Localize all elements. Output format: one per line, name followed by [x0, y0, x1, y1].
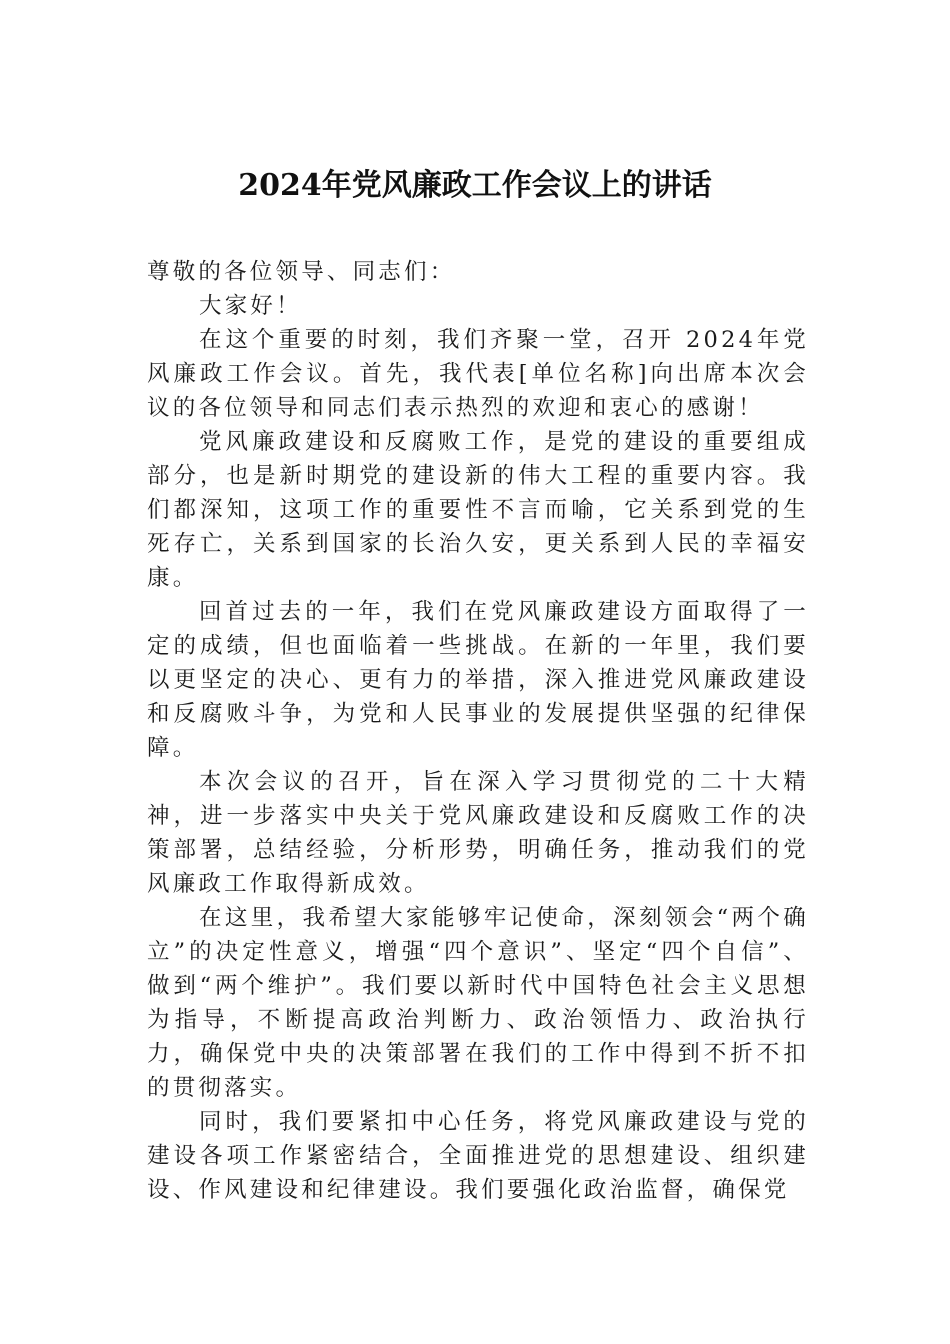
document-body — [147, 255, 809, 1207]
paragraph-review: 回首过去的一年，我们在党风廉政建设方面取得了一定的成绩，但也面临着一些挑战。在新的一年里，我们要以更坚定的决心、更有力的举措，深入推进党风廉政建设和反腐败斗争，为党和人民事业的发展提供坚强的纪律保障。 — [147, 599, 809, 761]
salutation: 尊敬的各位领导、同志们： — [147, 259, 456, 285]
paragraph-tasks: 同时，我们要紧扣中心任务，将党风廉政建设与党的建设各项工作紧密结合，全面推进党的思想建设、组织建设、作风建设和纪律建设。我们要强化政治监督，确保党 — [147, 1109, 809, 1203]
paragraph-purpose: 本次会议的召开，旨在深入学习贯彻党的二十大精神，进一步落实中央关于党风廉政建设和反腐败工作的决策部署，总结经验，分析形势，明确任务，推动我们的党风廉政工作取得新成效。 — [147, 769, 809, 897]
paragraph-opening: 在这个重要的时刻，我们齐聚一堂，召开 2024年党风廉政工作会议。首先，我代表[单位名称]向出席本次会议的各位领导和同志们表示热烈的欢迎和衷心的感谢！ — [147, 327, 809, 421]
paragraph-mission: 在这里，我希望大家能够牢记使命，深刻领会“两个确立”的决定性意义，增强“四个意识”、坚定“四个自信”、做到“两个维护”。我们要以新时代中国特色社会主义思想为指导，不断提高政治判断力、政治领悟力、政治执行力，确保党中央的决策部署在我们的工作中得到不折不扣的贯彻落实。 — [147, 905, 809, 1101]
paragraph-greeting: 大家好！ — [199, 293, 302, 319]
document-title: 2024年党风廉政工作会议上的讲话 — [238, 168, 712, 203]
paragraph-importance: 党风廉政建设和反腐败工作，是党的建设的重要组成部分，也是新时期党的建设新的伟大工程的重要内容。我们都深知，这项工作的重要性不言而喻，它关系到党的生死存亡，关系到国家的长治久安，更关系到人民的幸福安康。 — [147, 429, 809, 591]
